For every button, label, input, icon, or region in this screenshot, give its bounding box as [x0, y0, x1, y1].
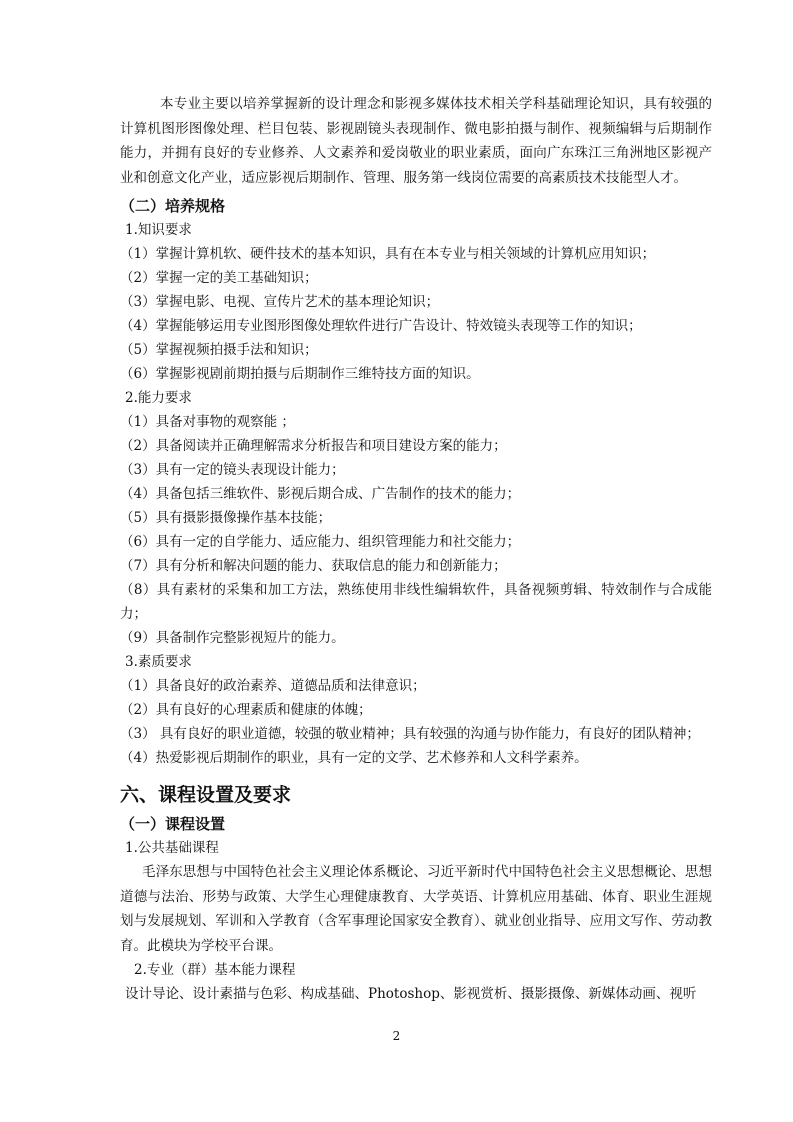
major-courses-title: 2.专业（群）基本能力课程 — [134, 962, 296, 978]
page-number: 2 — [392, 1029, 401, 1043]
list-item: （4）掌握能够运用专业图形图像处理软件进行广告设计、特效镜头表现等工作的知识； — [120, 318, 642, 334]
list-item: （6）具有一定的自学能力、适应能力、组织管理能力和社交能力； — [120, 534, 521, 550]
ability-title: 2.能力要求 — [125, 390, 192, 406]
course-setup-heading: （一）课程设置 — [120, 815, 226, 833]
public-courses-title: 1.公共基础课程 — [125, 840, 219, 856]
list-item: （3）具有一定的镜头表现设计能力； — [120, 462, 345, 478]
list-item: （7）具有分析和解决问题的能力、获取信息的能力和创新能力； — [120, 558, 507, 574]
intro-paragraph: 本专业主要以培养掌握新的设计理念和影视多媒体技术相关学科基础理论知识，具有较强的计算机图形图像处理、栏目包装、影视剧镜头表现制作、微电影拍摄与制作、视频编辑与后期制作能力，并拥有良好的专业修养、人文素养和爱岗敬业的职业素质，面向广东珠江三角洲地区影视产业和创意文化产业，适应影视后期制作、管理、服务第一线岗位需要的高素质技术技能型人才。 — [120, 96, 712, 186]
public-courses-text: 毛泽东思想与中国特色社会主义理论体系概论、习近平新时代中国特色社会主义思想概论、思想道德与法治、形势与政策、大学生心理健康教育、大学英语、计算机应用基础、体育、职业生涯规划与发展规划、军训和入学教育（含军事理论国家安全教育）、就业创业指导、应用文写作、劳动教育。此模块为学校平台课。 — [120, 864, 712, 954]
section6-heading: 六、课程设置及要求 — [120, 784, 292, 806]
list-item: （3） 具有良好的职业道德，较强的敬业精神；具有较强的沟通与协作能力，有良好的团队精神； — [120, 726, 700, 742]
list-item: （1）具备良好的政治素养、道德品质和法律意识； — [120, 678, 426, 694]
list-item: （9）具备制作完整影视短片的能力。 — [120, 630, 345, 646]
list-item: （2）具有良好的心理素质和健康的体魄； — [120, 702, 372, 718]
quality-list — [120, 674, 712, 770]
spec-heading: （二）培养规格 — [120, 197, 226, 215]
ability-list — [120, 410, 712, 650]
list-item: （8）具有素材的采集和加工方法，熟练使用非线性编辑软件，具备视频剪辑、特效制作与合成能力； — [120, 582, 712, 622]
page-content — [120, 92, 712, 1006]
list-item: （1）具备对事物的观察能 ； — [120, 414, 295, 430]
major-courses-text: 设计导论、设计素描与色彩、构成基础、Photoshop、影视赏析、摄影摄像、新媒体动画、视听 — [125, 986, 697, 1002]
quality-title: 3.素质要求 — [125, 654, 192, 670]
knowledge-title: 1.知识要求 — [125, 222, 192, 238]
knowledge-list — [120, 242, 712, 386]
list-item: （3）掌握电影、电视、宣传片艺术的基本理论知识； — [120, 294, 440, 310]
list-item: （6）掌握影视剧前期拍摄与后期制作三维特技方面的知识。 — [120, 366, 480, 382]
list-item: （4）具备包括三维软件、影视后期合成、广告制作的技术的能力； — [120, 486, 521, 502]
list-item: （4）热爱影视后期制作的职业，具有一定的文学、艺术修养和人文科学素养。 — [120, 750, 588, 766]
list-item: （5）具有摄影摄像操作基本技能； — [120, 510, 332, 526]
list-item: （2）掌握一定的美工基础知识； — [120, 270, 318, 286]
list-item: （2）具备阅读并正确理解需求分析报告和项目建设方案的能力； — [120, 438, 507, 454]
list-item: （1）掌握计算机软、硬件技术的基本知识，具有在本专业与相关领域的计算机应用知识； — [120, 246, 656, 262]
list-item: （5）掌握视频拍摄手法和知识； — [120, 342, 318, 358]
